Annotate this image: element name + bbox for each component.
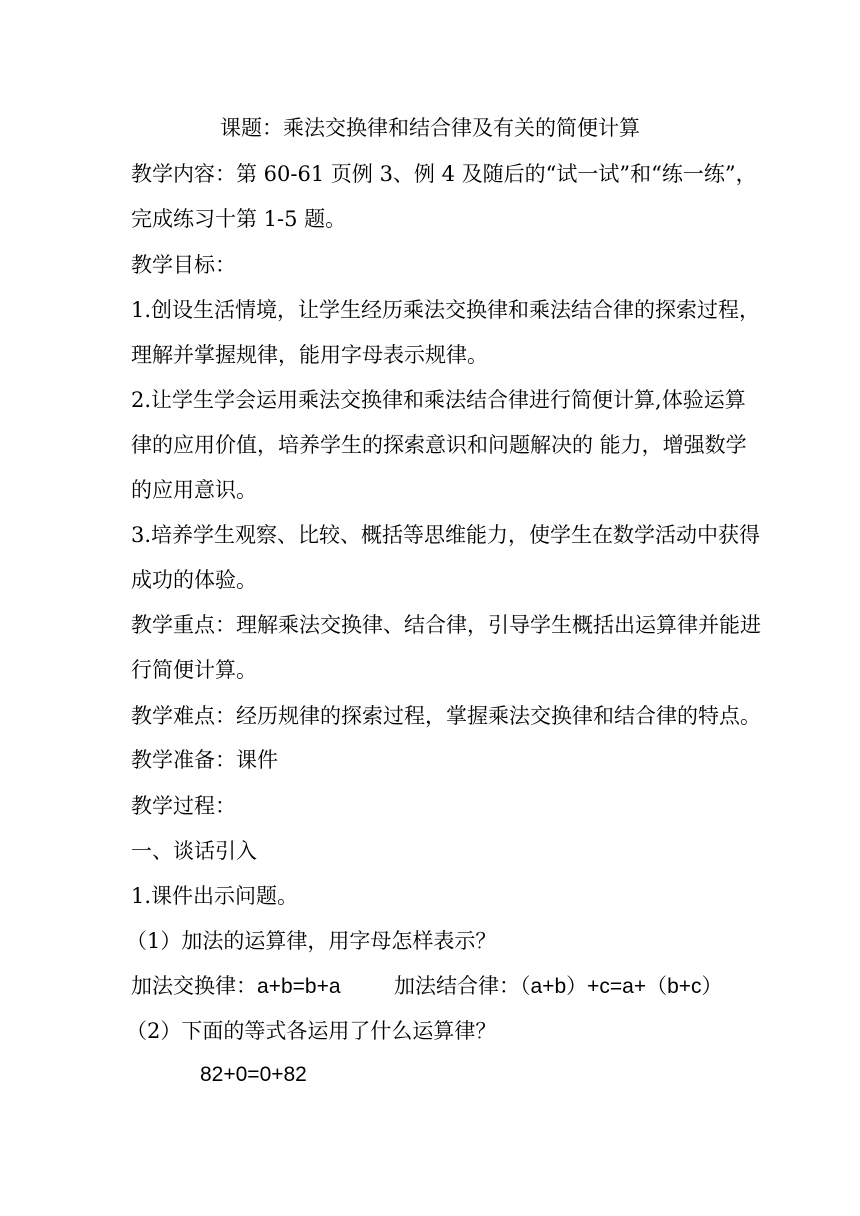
commutative-law-label: 加法交换律： [131,974,257,998]
question-line: （2）下面的等式各运用了什么运算律？ [126,1019,497,1043]
objectives-heading: 教学目标： [131,253,236,277]
associative-law-line [394,972,723,1001]
key-point-line: 教学重点：理解乘法交换律、结合律，引导学生概括出运算律并能进 [131,613,761,637]
commutative-law-formula: a+b=b+a [257,975,341,998]
objective-line: 成功的体验。 [131,568,257,592]
lesson-title: 课题：乘法交换律和结合律及有关的简便计算 [220,116,640,140]
question-line: （1）加法的运算律，用字母怎样表示？ [126,929,497,953]
teaching-content-line: 教学内容：第 60-61 页例 3、例 4 及随后的“试一试”和“练一练”， [131,162,757,186]
process-heading: 教学过程： [131,794,236,818]
objective-line: 律的应用价值，培养学生的探索意识和问题解决的 能力，增强数学 [131,433,747,457]
objective-line: 理解并掌握规律，能用字母表示规律。 [131,343,488,367]
associative-law-formula: （a+b）+c=a+（b+c） [520,975,723,998]
associative-law-label: 加法结合律： [394,974,520,998]
difficulty-line: 教学难点：经历规律的探索过程，掌握乘法交换律和结合律的特点。 [131,704,761,728]
preparation-line: 教学准备：课件 [131,748,278,772]
step-line: 1.课件出示问题。 [131,884,299,908]
teaching-content-line: 完成练习十第 1-5 题。 [131,207,347,231]
objective-line: 3.培养学生观察、比较、概括等思维能力，使学生在数学活动中获得 [131,523,761,547]
objective-line: 2.让学生学会运用乘法交换律和乘法结合律进行简便计算,体验运算 [131,388,746,412]
objective-line: 1.创设生活情境，让学生经历乘法交换律和乘法结合律的探索过程， [131,298,761,322]
section-heading: 一、谈话引入 [131,839,257,863]
key-point-line: 行简便计算。 [131,658,257,682]
commutative-law-line [131,972,341,1001]
equation-line: 82+0=0+82 [200,1063,307,1086]
objective-line: 的应用意识。 [131,478,257,502]
